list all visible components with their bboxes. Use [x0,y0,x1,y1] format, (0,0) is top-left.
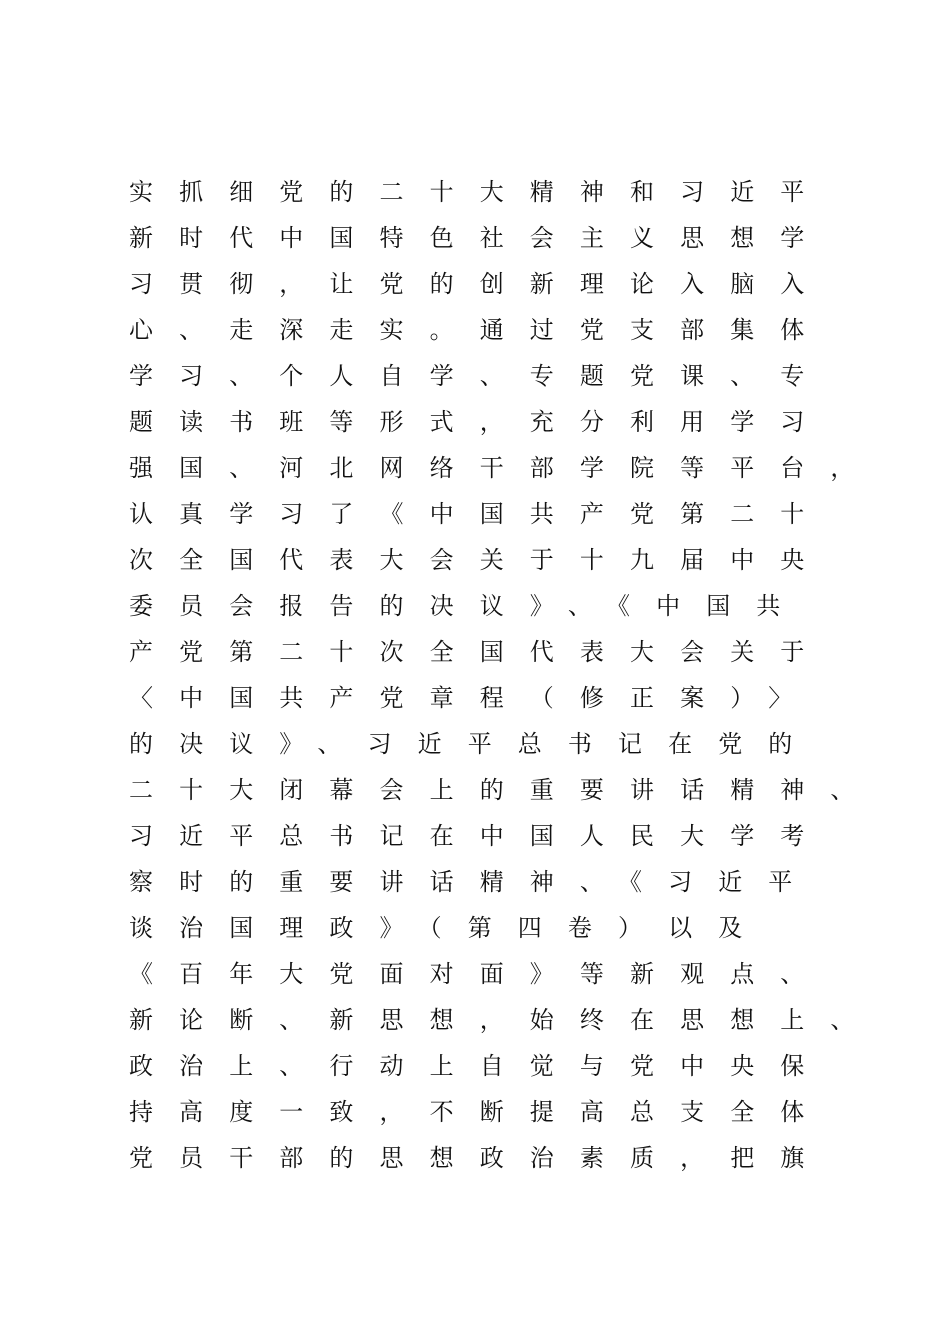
text-line: 党员干部的思想政治素质，把旗 [129,1144,831,1172]
text-line: 产党第二十次全国代表大会关于 [129,638,831,666]
text-line: 新时代中国特色社会主义思想学 [129,224,831,252]
text-line: 察时的重要讲话精神、《习近平 [129,868,819,896]
text-line: 习贯彻，让党的创新理论入脑入 [129,270,831,298]
text-line: 习近平总书记在中国人民大学考 [129,822,831,850]
text-line: 学习、个人自学、专题党课、专 [129,362,831,390]
text-line: 持高度一致，不断提高总支全体 [129,1098,831,1126]
text-line: 谈治国理政》（第四卷）以及 [129,914,769,942]
text-line: 政治上、行动上自觉与党中央保 [129,1052,831,1080]
text-line: 〈中国共产党章程（修正案）〉 [129,684,819,712]
text-line: 题读书班等形式，充分利用学习 [129,408,831,436]
text-line: 认真学习了《中国共产党第二十 [129,500,831,528]
text-line: 强国、河北网络干部学院等平台， [129,454,881,482]
text-line: 的决议》、习近平总书记在党的 [129,730,819,758]
text-line: 次全国代表大会关于十九届中央 [129,546,831,574]
text-line: 实抓细党的二十大精神和习近平 [129,178,831,206]
text-line: 新论断、新思想，始终在思想上、 [129,1006,881,1034]
text-line: 心、走深走实。通过党支部集体 [129,316,831,344]
text-line: 二十大闭幕会上的重要讲话精神、 [129,776,881,804]
text-line: 委员会报告的决议》、《中国共 [129,592,807,620]
text-line: 《百年大党面对面》等新观点、 [129,960,831,988]
